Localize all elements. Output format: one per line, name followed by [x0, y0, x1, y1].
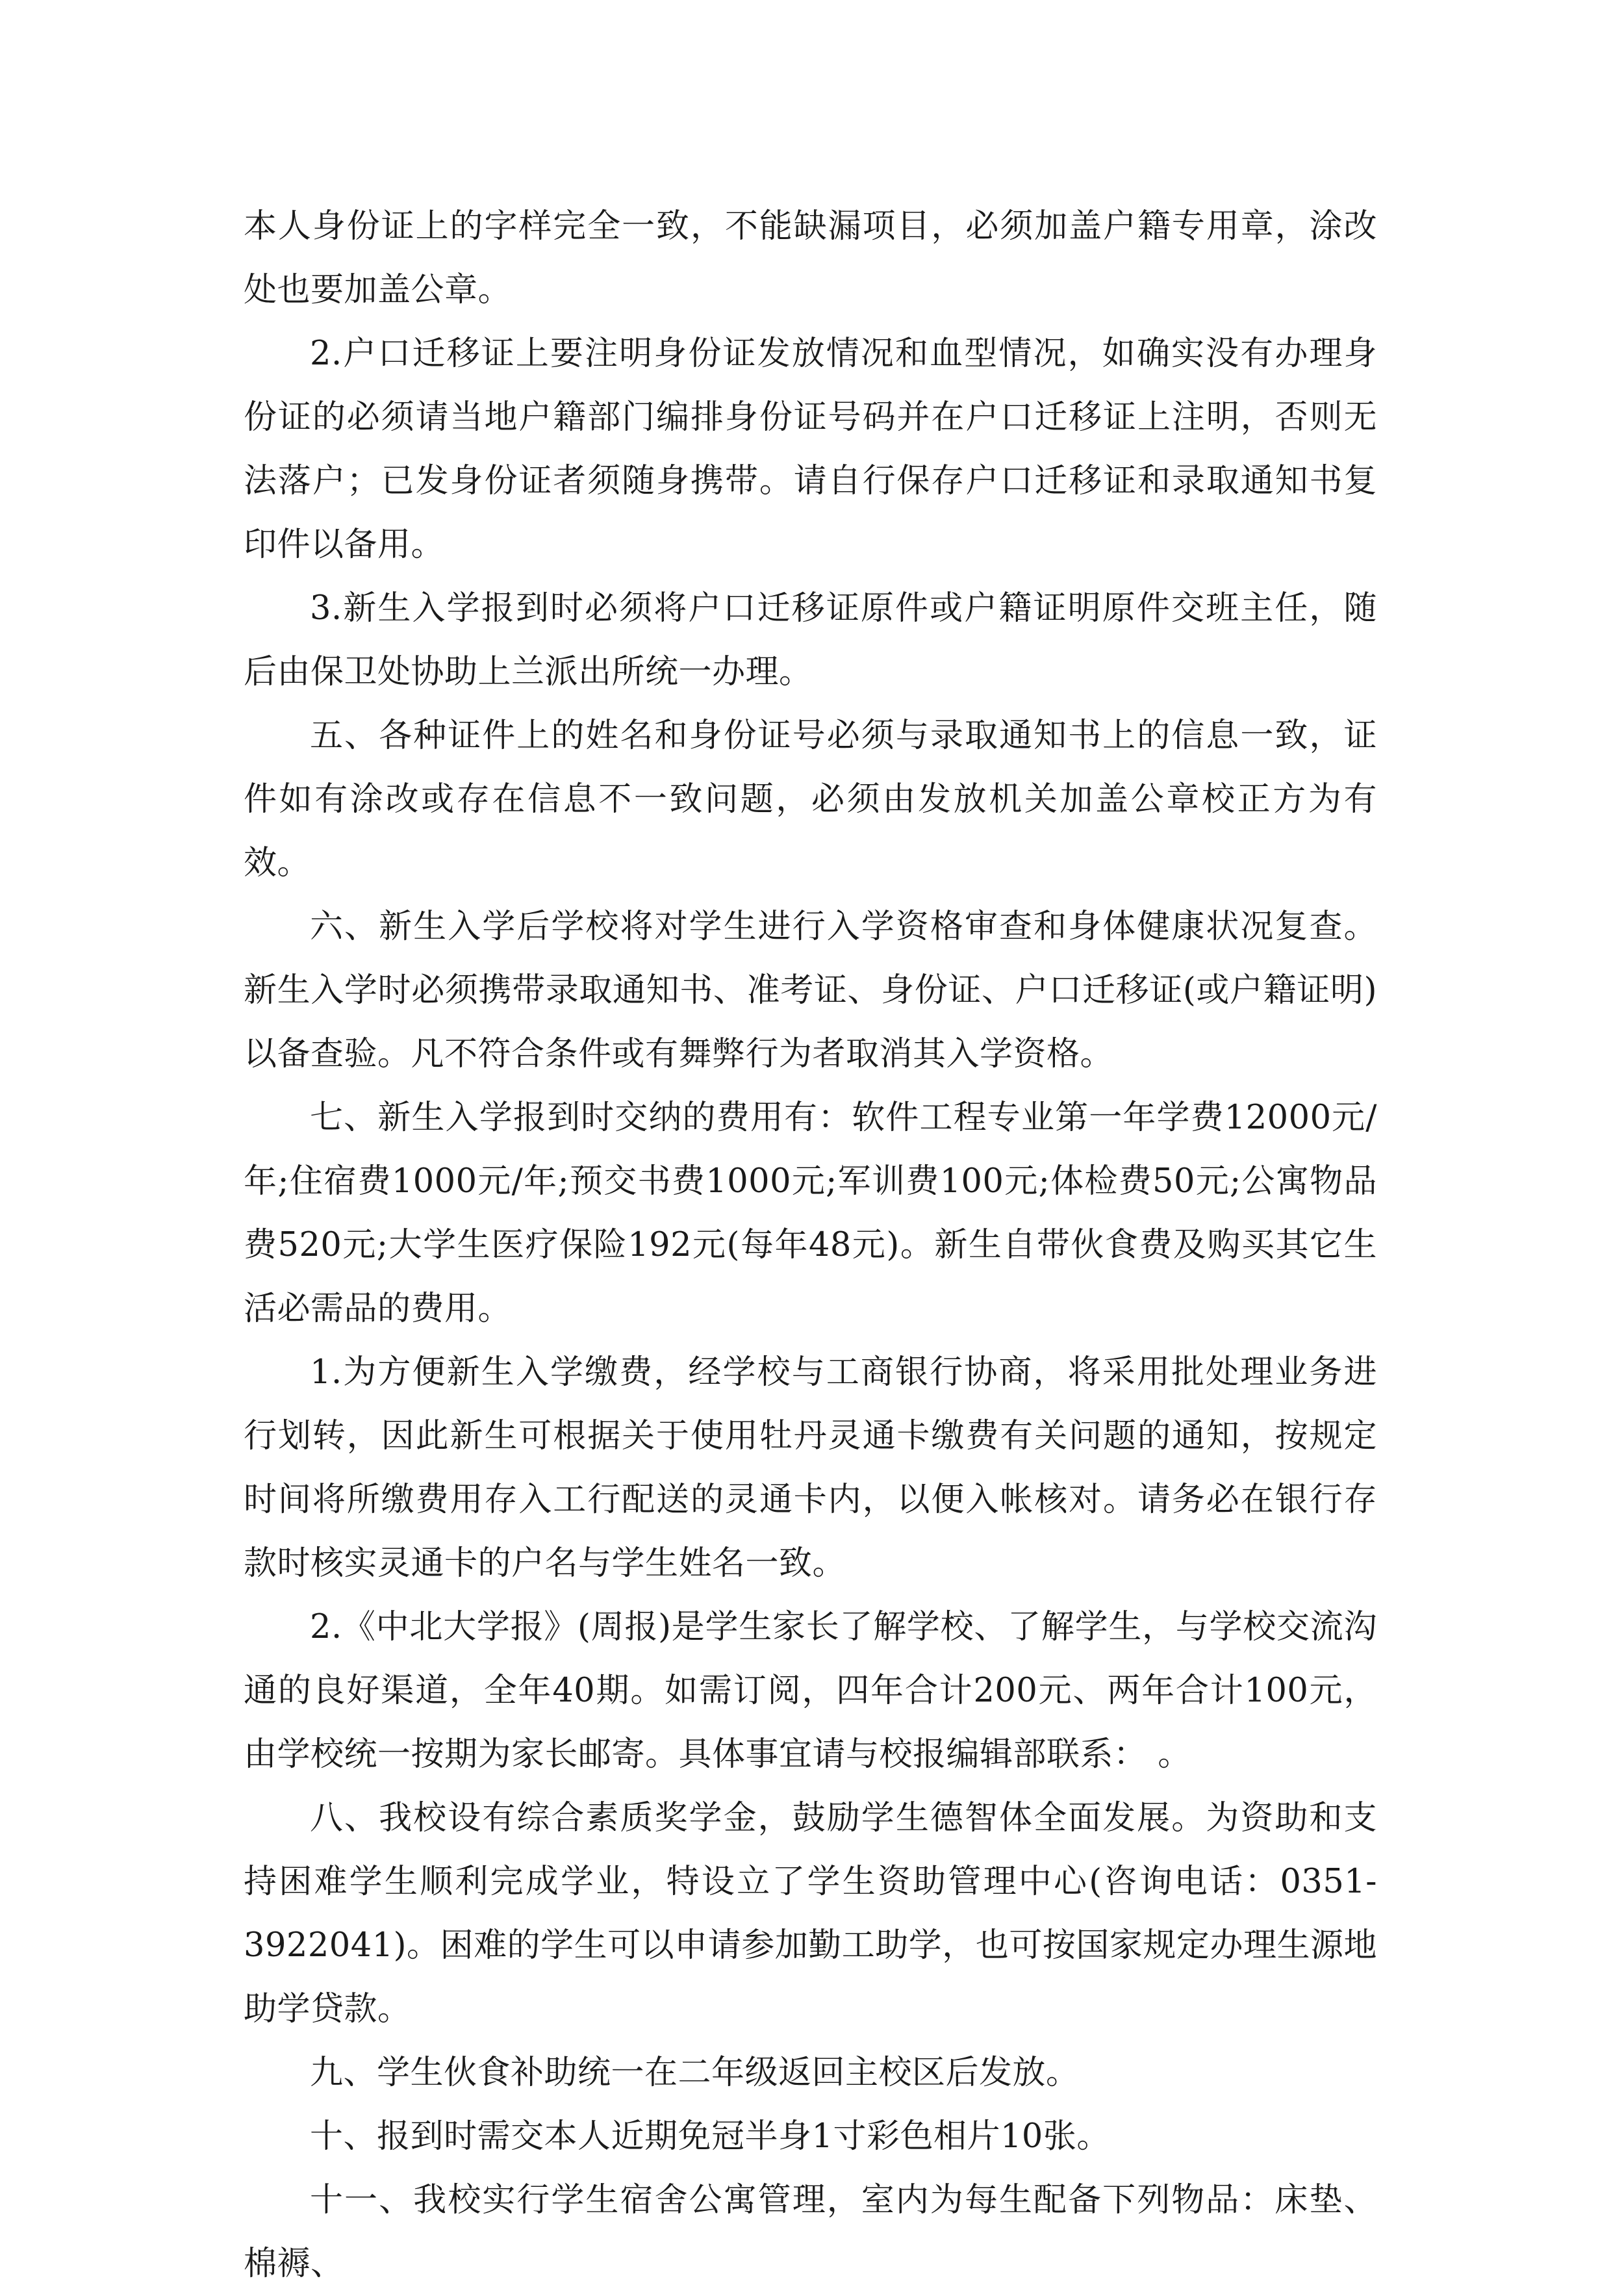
paragraph: 3.新生入学报到时必须将户口迁移证原件或户籍证明原件交班主任，随后由保卫处协助上兰派出所统一办理。: [244, 589, 1377, 691]
paragraph: 六、新生入学后学校将对学生进行入学资格审查和身体健康状况复查。新生入学时必须携带录取通知书、准考证、身份证、户口迁移证(或户籍证明)以备查验。凡不符合条件或有舞弊行为者取消其入学资格。: [244, 908, 1377, 1073]
paragraph: 2.户口迁移证上要注明身份证发放情况和血型情况，如确实没有办理身份证的必须请当地户籍部门编排身份证号码并在户口迁移证上注明，否则无法落户；已发身份证者须随身携带。请自行保存户口迁移证和录取通知书复印件以备用。: [244, 335, 1377, 564]
paragraph: 本人身份证上的字样完全一致，不能缺漏项目，必须加盖户籍专用章，涂改处也要加盖公章。: [244, 207, 1377, 309]
paragraph: 2.《中北大学报》(周报)是学生家长了解学校、了解学生，与学校交流沟通的良好渠道，全年40期。如需订阅，四年合计200元、两年合计100元，由学校统一按期为家长邮寄。具体事宜请与校报编辑部联系： 。: [244, 1608, 1377, 1774]
paragraph: 八、我校设有综合素质奖学金，鼓励学生德智体全面发展。为资助和支持困难学生顺利完成学业，特设立了学生资助管理中心(咨询电话：0351-3922041)。困难的学生可以申请参加勤工助学，也可按国家规定办理生源地助学贷款。: [244, 1799, 1377, 2028]
paragraph: 十一、我校实行学生宿舍公寓管理，室内为每生配备下列物品：床垫、棉褥、: [244, 2181, 1377, 2283]
document-body: [244, 195, 1377, 2296]
paragraph: 十、报到时需交本人近期免冠半身1寸彩色相片10张。: [310, 2117, 1110, 2156]
paragraph: 七、新生入学报到时交纳的费用有：软件工程专业第一年学费12000元/年;住宿费1000元/年;预交书费1000元;军训费100元;体检费50元;公寓物品费520元;大学生医疗保险192元(每年48元)。新生自带伙食费及购买其它生活必需品的费用。: [244, 1099, 1377, 1328]
paragraph: 五、各种证件上的姓名和身份证号必须与录取通知书上的信息一致，证件如有涂改或存在信息不一致问题，必须由发放机关加盖公章校正方为有效。: [244, 717, 1377, 882]
paragraph: 九、学生伙食补助统一在二年级返回主校区后发放。: [310, 2054, 1080, 2092]
paragraph: 1.为方便新生入学缴费，经学校与工商银行协商，将采用批处理业务进行划转，因此新生可根据关于使用牡丹灵通卡缴费有关问题的通知，按规定时间将所缴费用存入工行配送的灵通卡内，以便入帐核对。请务必在银行存款时核实灵通卡的户名与学生姓名一致。: [244, 1353, 1377, 1583]
